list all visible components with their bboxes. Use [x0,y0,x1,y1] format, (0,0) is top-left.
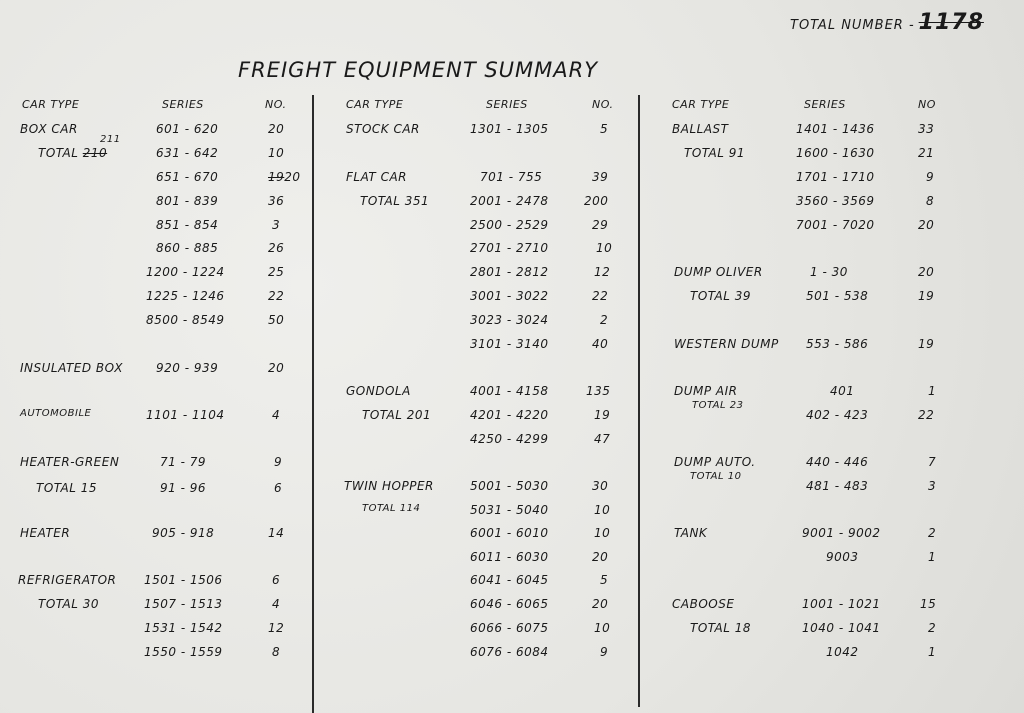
refrigerator-total: TOTAL 30 [38,597,99,611]
car-type-flat-car: FLAT CAR [346,170,407,184]
count: 12 [268,621,285,635]
car-type-insulated-box: INSULATED BOX [20,361,123,375]
count: 20 [918,218,935,232]
series: 553 - 586 [806,337,869,351]
series: 701 - 755 [480,170,543,184]
count: 26 [268,241,285,255]
count: 7 [928,455,937,469]
count: 33 [918,122,935,136]
col-header-car-type: CAR TYPE [672,98,730,111]
col-header-car-type: CAR TYPE [22,98,80,111]
series: 801 - 839 [156,194,219,208]
page-title: FREIGHT EQUIPMENT SUMMARY [238,58,599,82]
count: 50 [268,313,285,327]
car-type-caboose: CABOOSE [672,597,735,611]
series: 2801 - 2812 [470,265,549,279]
count: 135 [586,384,611,398]
series: 1600 - 1630 [796,146,875,160]
series: 2001 - 2478 [470,194,549,208]
series: 481 - 483 [806,479,869,493]
series: 3001 - 3022 [470,289,549,303]
car-type-ballast: BALLAST [672,122,729,136]
series: 860 - 885 [156,241,219,255]
col-header-car-type: CAR TYPE [346,98,404,111]
box-total-old: 210 [82,146,108,160]
box-total [38,146,107,160]
count: 29 [592,218,609,232]
series: 1531 - 1542 [144,621,223,635]
heater-green-total: TOTAL 15 [36,481,97,495]
series: 2701 - 2710 [470,241,549,255]
series: 8500 - 8549 [146,313,225,327]
series: 1401 - 1436 [796,122,875,136]
count [268,170,301,184]
col-header-series: SERIES [804,98,846,111]
count: 6 [274,481,283,495]
dump-air-total: TOTAL 23 [692,400,744,411]
count: 4 [272,597,281,611]
count: 4 [272,408,281,422]
series: 402 - 423 [806,408,869,422]
total-number-value: 1178 [918,10,984,35]
count: 10 [594,526,611,540]
count: 14 [268,526,285,540]
series: 9003 [826,550,859,564]
column-divider-right [638,95,640,707]
car-type-dump-auto: DUMP AUTO. [674,455,756,469]
dump-auto-total: TOTAL 10 [690,471,742,482]
count: 5 [600,122,609,136]
series: 1101 - 1104 [146,408,225,422]
dump-oliver-total: TOTAL 39 [690,289,751,303]
series: 1040 - 1041 [802,621,881,635]
car-type-twin-hopper: TWIN HOPPER [344,479,434,493]
count: 3 [928,479,937,493]
count: 2 [928,621,937,635]
count: 9 [600,645,609,659]
series: 1301 - 1305 [470,122,549,136]
count: 9 [274,455,283,469]
box-total-label: TOTAL [38,146,79,160]
count: 39 [592,170,609,184]
count: 19 [918,289,935,303]
series: 440 - 446 [806,455,869,469]
series: 631 - 642 [156,146,219,160]
count: 200 [584,194,609,208]
series: 4250 - 4299 [470,432,549,446]
twin-hopper-total: TOTAL 114 [362,503,421,514]
series: 1225 - 1246 [146,289,225,303]
car-type-box-car: BOX CAR [20,122,78,136]
series: 7001 - 7020 [796,218,875,232]
col-header-series: SERIES [486,98,528,111]
car-type-dump-oliver: DUMP OLIVER [674,265,763,279]
series: 1701 - 1710 [796,170,875,184]
count: 8 [272,645,281,659]
series: 6011 - 6030 [470,550,549,564]
total-number-label: TOTAL NUMBER - [790,18,915,33]
count: 47 [594,432,611,446]
count: 22 [268,289,285,303]
car-type-heater: HEATER [20,526,71,540]
series: 6001 - 6010 [470,526,549,540]
gondola-total: TOTAL 201 [362,408,432,422]
series: 1200 - 1224 [146,265,225,279]
count: 15 [920,597,937,611]
car-type-stock-car: STOCK CAR [346,122,420,136]
count: 20 [592,597,609,611]
series: 71 - 79 [160,455,206,469]
count: 20 [268,361,285,375]
series: 6076 - 6084 [470,645,549,659]
series: 3560 - 3569 [796,194,875,208]
count: 5 [600,573,609,587]
count: 3 [272,218,281,232]
count: 30 [592,479,609,493]
count: 9 [926,170,935,184]
car-type-refrigerator: REFRIGERATOR [18,573,117,587]
count: 25 [268,265,285,279]
count: 10 [594,503,611,517]
series: 6046 - 6065 [470,597,549,611]
car-type-automobile: AUTOMOBILE [20,408,92,419]
series: 1507 - 1513 [144,597,223,611]
series: 2500 - 2529 [470,218,549,232]
flat-total: TOTAL 351 [360,194,430,208]
count: 2 [600,313,609,327]
series: 91 - 96 [160,481,206,495]
car-type-heater-green: HEATER-GREEN [20,455,120,469]
caboose-total: TOTAL 18 [690,621,751,635]
series: 1550 - 1559 [144,645,223,659]
col-header-no: NO [918,98,936,111]
count: 1 [928,645,937,659]
series: 5001 - 5030 [470,479,549,493]
count: 21 [918,146,935,160]
count: 20 [918,265,935,279]
count: 22 [592,289,609,303]
count: 20 [268,122,285,136]
series: 5031 - 5040 [470,503,549,517]
count: 19 [918,337,935,351]
series: 3101 - 3140 [470,337,549,351]
count-corrected: 20 [284,170,301,184]
series: 6041 - 6045 [470,573,549,587]
series: 3023 - 3024 [470,313,549,327]
count: 10 [268,146,285,160]
series: 9001 - 9002 [802,526,881,540]
column-divider-left [312,95,314,713]
box-total-correction: 211 [100,134,121,145]
count: 20 [592,550,609,564]
col-header-no: NO. [592,98,614,111]
series: 501 - 538 [806,289,869,303]
series: 851 - 854 [156,218,219,232]
car-type-gondola: GONDOLA [346,384,411,398]
series: 601 - 620 [156,122,219,136]
count: 19 [594,408,611,422]
count: 10 [596,241,613,255]
total-number [790,10,984,35]
count: 10 [594,621,611,635]
count: 36 [268,194,285,208]
count: 1 [928,550,937,564]
series: 1501 - 1506 [144,573,223,587]
series: 4201 - 4220 [470,408,549,422]
car-type-dump-air: DUMP AIR [674,384,738,398]
series: 1001 - 1021 [802,597,881,611]
count: 6 [272,573,281,587]
series: 1042 [826,645,859,659]
count: 8 [926,194,935,208]
series: 6066 - 6075 [470,621,549,635]
car-type-western-dump: WESTERN DUMP [674,337,779,351]
count: 2 [928,526,937,540]
count: 40 [592,337,609,351]
count-old: 19 [268,170,285,184]
car-type-tank: TANK [674,526,708,540]
count: 22 [918,408,935,422]
series: 920 - 939 [156,361,219,375]
series: 905 - 918 [152,526,215,540]
ballast-total: TOTAL 91 [684,146,745,160]
series: 1 - 30 [810,265,848,279]
col-header-series: SERIES [162,98,204,111]
col-header-no: NO. [265,98,287,111]
count: 12 [594,265,611,279]
count: 1 [928,384,937,398]
series: 4001 - 4158 [470,384,549,398]
series: 651 - 670 [156,170,219,184]
series: 401 [830,384,855,398]
